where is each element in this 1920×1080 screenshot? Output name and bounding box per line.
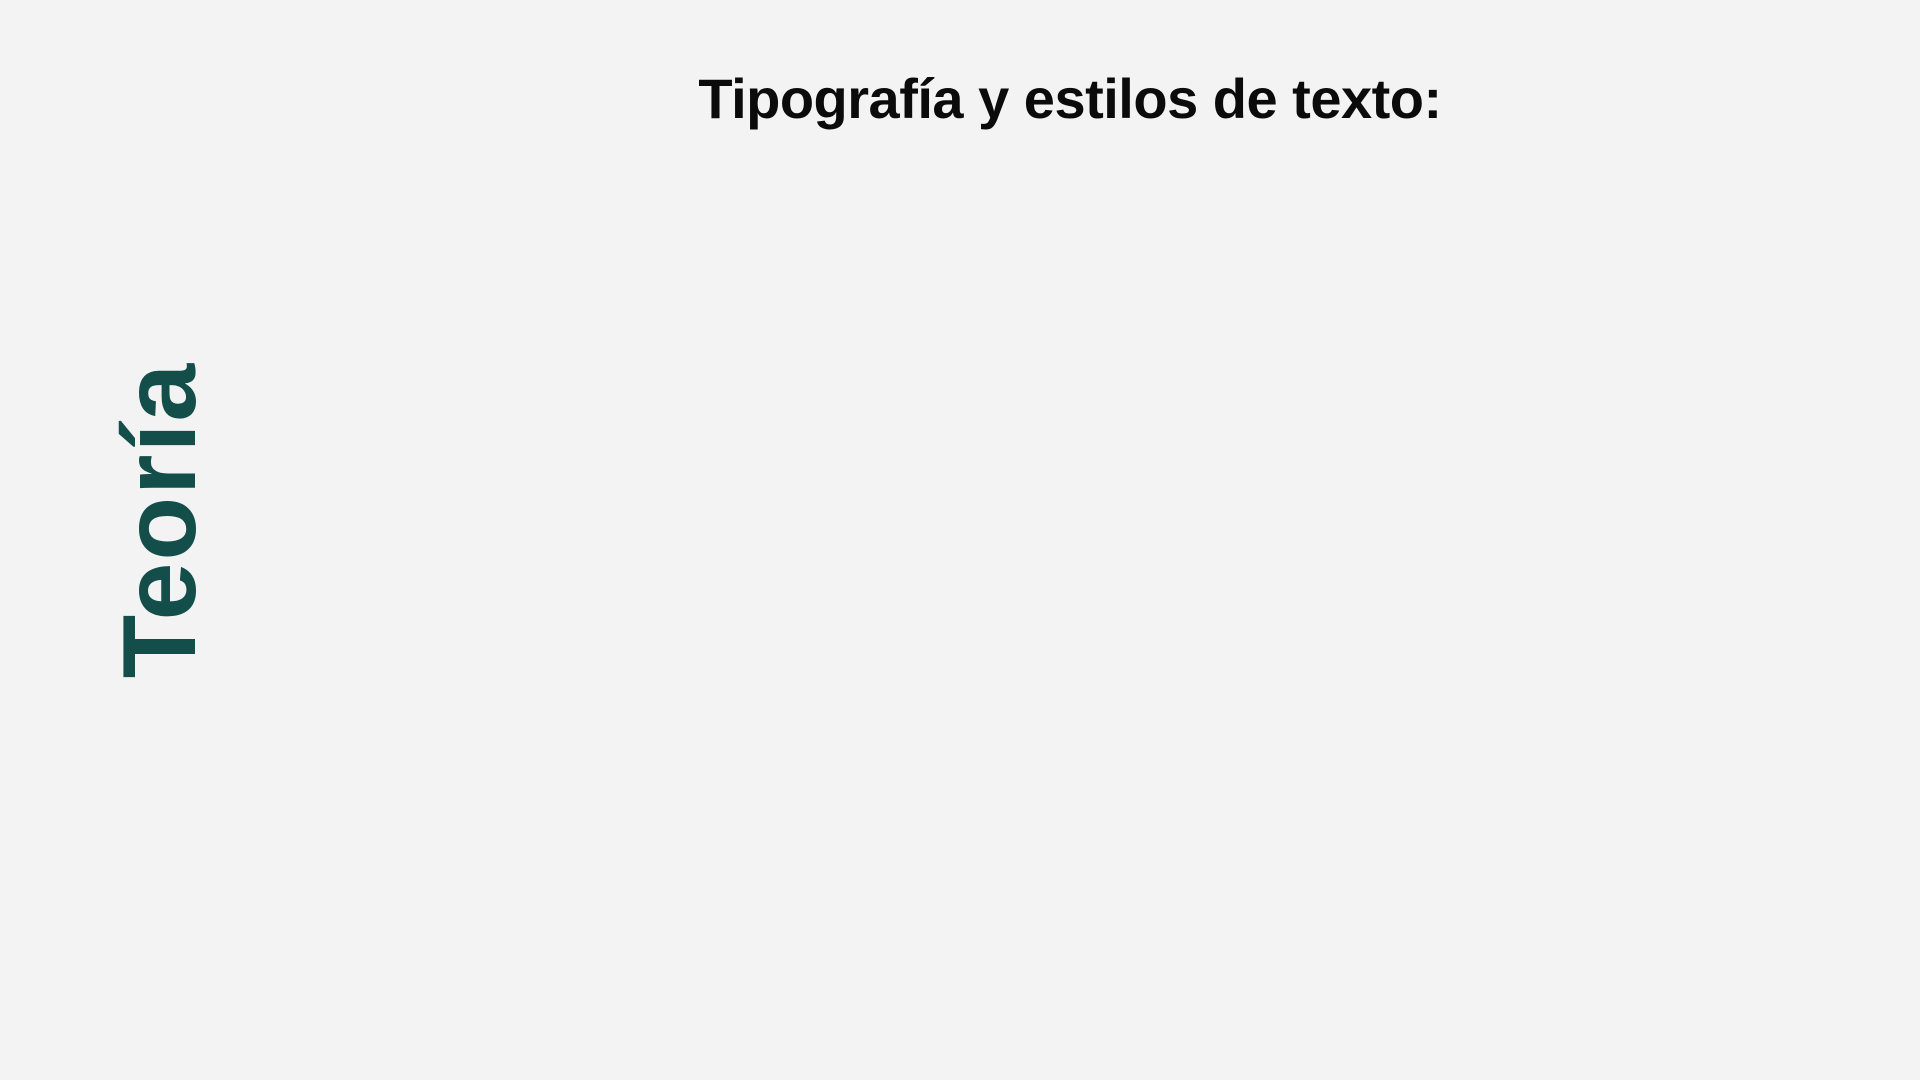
section-label-vertical: Teoría [102,361,218,679]
slide-title: Tipografía y estilos de texto: [698,66,1442,130]
